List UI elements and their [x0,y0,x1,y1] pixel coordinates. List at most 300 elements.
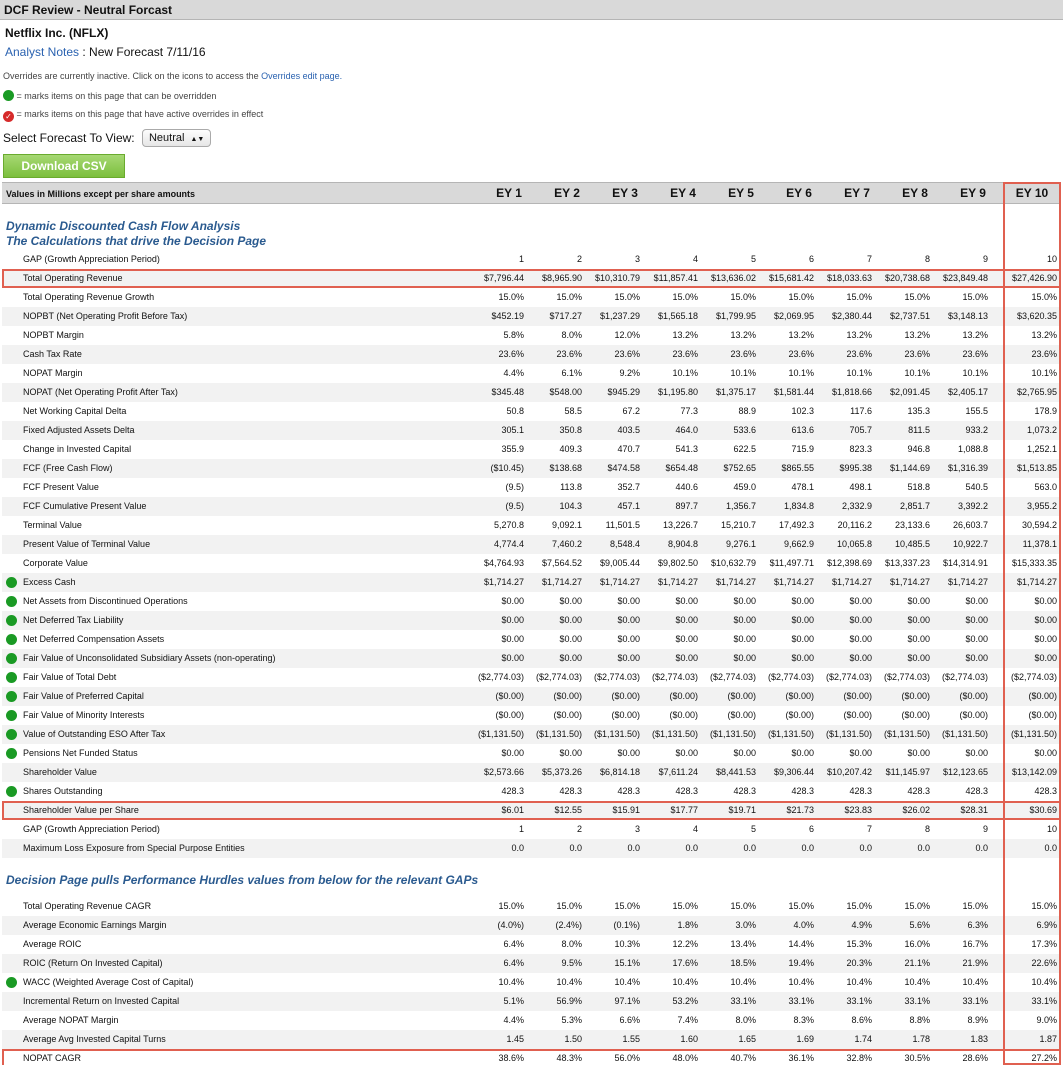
row-value: $1,316.39 [947,463,988,473]
row-value: 0.0 [975,843,988,853]
override-dot-icon[interactable] [6,577,17,588]
row-value: 933.2 [965,425,988,435]
row-value: 5.8% [503,330,524,340]
row-value: 2,851.7 [899,501,930,511]
forecast-select-value: Neutral [148,132,185,144]
row-value: 350.8 [559,425,582,435]
row-value: 178.9 [1034,406,1057,416]
row-value: 9 [982,254,988,264]
row-value: (9.5) [505,482,524,492]
row-value: $23,849.48 [942,273,988,283]
row-label: Net Deferred Compensation Assets [23,634,165,644]
col-header: EY 5 [728,186,754,200]
row-value: 26,603.7 [952,520,988,530]
row-value: 23.6% [556,349,582,359]
table-row [2,269,1061,288]
row-value: 10.4% [788,977,814,987]
row-value: 8.0% [561,330,582,340]
row-value: 7 [866,254,872,264]
row-value: ($2,774.03) [651,672,698,682]
row-value: $1,714.27 [715,577,756,587]
company-name: Netflix Inc. (NFLX) [5,26,109,40]
row-value: $548.00 [549,387,582,397]
row-value: 8.6% [851,1015,872,1025]
row-value: $0.00 [1034,615,1057,625]
row-label: NOPAT CAGR [23,1053,82,1063]
row-value: ($2,774.03) [477,672,524,682]
row-value: 428.3 [617,786,640,796]
row-value: $0.00 [791,653,814,663]
row-label: FCF Cumulative Present Value [23,501,147,511]
row-value: 13,226.7 [662,520,698,530]
row-value: 8 [924,824,930,834]
row-value: $0.00 [617,653,640,663]
row-value: $0.00 [617,615,640,625]
row-value: 10.4% [904,977,930,987]
row-value: 23.6% [1031,349,1057,359]
row-value: 1,834.8 [783,501,814,511]
row-value: 1,356.7 [725,501,756,511]
table-row [2,592,1061,611]
row-label: Fixed Adjusted Assets Delta [23,425,135,435]
col-header: EY 6 [786,186,812,200]
row-label: Excess Cash [23,577,76,587]
row-value: $23.83 [844,805,872,815]
col-header: EY 2 [554,186,580,200]
override-dot-icon[interactable] [6,977,17,988]
row-value: $3,620.35 [1016,311,1057,321]
row-value: 7,460.2 [551,539,582,549]
row-label: Average NOPAT Margin [23,1015,119,1025]
row-value: $0.00 [791,596,814,606]
table-row [2,440,1061,459]
row-label: Shares Outstanding [23,786,103,796]
row-value: 3,955.2 [1026,501,1057,511]
row-value: 428.3 [501,786,524,796]
row-value: $26.02 [902,805,930,815]
row-value: $1,375.17 [715,387,756,397]
row-value: 0.0 [627,843,640,853]
row-value: $13,337.23 [884,558,930,568]
row-value: $0.00 [965,653,988,663]
row-value: 21.1% [904,958,930,968]
row-value: 17.3% [1031,939,1057,949]
row-label: FCF Present Value [23,482,99,492]
analyst-notes-link[interactable]: Analyst Notes [5,45,80,59]
row-value: ($2,774.03) [941,672,988,682]
row-value: 23.6% [962,349,988,359]
row-value: ($2,774.03) [535,672,582,682]
row-value: 352.7 [617,482,640,492]
row-value: $17.77 [670,805,698,815]
row-value: 613.6 [791,425,814,435]
row-value: 464.0 [675,425,698,435]
row-label: Cash Tax Rate [23,349,82,359]
row-value: ($1,131.50) [477,729,524,739]
row-value: $1,237.29 [599,311,640,321]
row-value: $0.00 [907,615,930,625]
row-value: 17.6% [672,958,698,968]
row-value: 15.0% [730,901,756,911]
row-label: Pensions Net Funded Status [23,748,138,758]
row-value: 440.6 [675,482,698,492]
row-value: $0.00 [907,653,930,663]
row-value: 1 [518,254,524,264]
row-value: 498.1 [849,482,872,492]
row-value: 3 [634,824,640,834]
row-value: 897.7 [675,501,698,511]
row-value: ($0.00) [1028,710,1057,720]
override-dot-icon[interactable] [6,748,17,759]
row-value: 33.1% [730,996,756,1006]
row-value: 13.2% [962,330,988,340]
row-value: $2,573.66 [483,767,524,777]
override-dot-icon[interactable] [6,691,17,702]
row-value: $138.68 [549,463,582,473]
table-row [2,687,1061,706]
dcf-rows [2,250,1061,858]
row-value: 56.0% [614,1053,640,1063]
table-row [2,1011,1061,1030]
legend-red-text: = marks items on this page that have active overrides in effect [16,109,264,119]
row-value: 4.0% [793,920,814,930]
table-row [2,763,1061,782]
row-value: ($2,774.03) [1010,672,1057,682]
row-value: 2 [576,824,582,834]
row-value: $12.55 [554,805,582,815]
row-value: 8.3% [793,1015,814,1025]
row-value: 409.3 [559,444,582,454]
row-value: $0.00 [501,615,524,625]
row-value: 113.8 [560,482,582,492]
table-row [2,364,1061,383]
row-value: 3.0% [735,920,756,930]
row-value: 15.0% [1031,901,1057,911]
row-value: $9,306.44 [773,767,814,777]
row-label: NOPBT Margin [23,330,84,340]
row-value: 4 [692,824,698,834]
row-label: Net Deferred Tax Liability [23,615,124,625]
row-value: 811.5 [908,425,930,435]
row-value: 428.3 [849,786,872,796]
row-value: 15.0% [788,292,814,302]
row-value: ($0.00) [495,710,524,720]
row-value: ($0.00) [553,691,582,701]
row-value: $0.00 [733,596,756,606]
row-label: Net Assets from Discontinued Operations [23,596,188,606]
row-value: 428.3 [1034,786,1057,796]
table-row [2,706,1061,725]
row-value: 13.2% [846,330,872,340]
row-value: $8,441.53 [715,767,756,777]
row-value: 10 [1046,824,1057,834]
row-label: WACC (Weighted Average Cost of Capital) [23,977,194,987]
row-value: 9.5% [561,958,582,968]
select-label: Select Forecast To View: [3,131,135,145]
table-row [2,345,1061,364]
row-value: 13.2% [788,330,814,340]
table-row [2,554,1061,573]
row-value: 10.4% [614,977,640,987]
row-value: 135.3 [907,406,930,416]
row-value: $0.00 [907,634,930,644]
table-row [2,535,1061,554]
row-value: $0.00 [501,653,524,663]
row-value: $865.55 [781,463,814,473]
row-value: 0.0 [917,843,930,853]
row-value: 48.0% [672,1053,698,1063]
table-row [2,973,1061,992]
override-dot-icon[interactable] [6,672,17,683]
row-value: 97.1% [614,996,640,1006]
row-value: 1.65 [738,1034,756,1044]
row-value: 13.2% [730,330,756,340]
row-label: Present Value of Terminal Value [23,539,151,549]
row-value: 15.0% [556,901,582,911]
legend-green [3,90,216,101]
row-value: 6.4% [503,958,524,968]
row-value: 4.4% [503,1015,524,1025]
row-value: $0.00 [791,748,814,758]
row-value: 28.6% [962,1053,988,1063]
row-value: 0.0 [569,843,582,853]
legend-red [3,109,263,122]
row-value: 14.4% [788,939,814,949]
row-value: $0.00 [791,615,814,625]
row-value: 10.4% [556,977,582,987]
row-value: 155.5 [965,406,988,416]
row-value: 33.1% [1031,996,1057,1006]
row-value: 67.2 [622,406,640,416]
row-value: 0.0 [743,843,756,853]
table-row [2,478,1061,497]
col-header: EY 8 [902,186,928,200]
dcf-table [2,182,1061,1065]
row-value: $474.58 [607,463,640,473]
row-value: $0.00 [907,596,930,606]
row-label: GAP (Growth Appreciation Period) [23,254,160,264]
row-value: 10,485.5 [894,539,930,549]
row-value: 40.7% [730,1053,756,1063]
row-value: ($0.00) [669,710,698,720]
row-value: $0.00 [559,615,582,625]
override-dot-icon[interactable] [6,710,17,721]
row-value: $1,714.27 [889,577,930,587]
row-label: Fair Value of Preferred Capital [23,691,144,701]
override-dot-icon[interactable] [6,729,17,740]
table-row [2,668,1061,687]
row-value: 715.9 [791,444,814,454]
analyst-notes-value: : New Forecast 7/11/16 [79,45,206,59]
row-value: $19.71 [728,805,756,815]
row-value: 10.4% [962,977,988,987]
row-label: NOPAT (Net Operating Profit After Tax) [23,387,178,397]
row-value: ($0.00) [1028,691,1057,701]
row-value: 428.3 [675,786,698,796]
row-value: $7,611.24 [658,767,698,777]
row-value: 428.3 [559,786,582,796]
row-value: $4,764.93 [483,558,524,568]
row-label: Shareholder Value per Share [23,805,139,815]
row-value: 10.4% [846,977,872,987]
row-value: $0.00 [733,615,756,625]
row-value: $0.00 [907,748,930,758]
row-value: 16.0% [904,939,930,949]
row-value: 20.3% [846,958,872,968]
row-value: 15.0% [672,292,698,302]
row-value: 23.6% [672,349,698,359]
row-value: $0.00 [675,634,698,644]
row-value: 3 [634,254,640,264]
override-dot-icon[interactable] [6,615,17,626]
row-value: 8.0% [561,939,582,949]
row-value: 457.1 [617,501,640,511]
row-value: $0.00 [675,596,698,606]
table-row [2,307,1061,326]
row-value: 30,594.2 [1021,520,1057,530]
row-value: ($2,774.03) [883,672,930,682]
row-value: 13.2% [672,330,698,340]
row-value: 102.3 [791,406,814,416]
row-value: 15.0% [498,292,524,302]
row-value: 21.9% [962,958,988,968]
row-value: 1.87 [1039,1034,1057,1044]
row-value: $654.48 [665,463,698,473]
row-label: Maximum Loss Exposure from Special Purpose Entities [23,843,245,853]
row-value: 1.8% [677,920,698,930]
row-value: 38.6% [498,1053,524,1063]
table-row [2,611,1061,630]
override-dot-icon[interactable] [6,596,17,607]
row-value: $0.00 [501,748,524,758]
row-value: 6.4% [503,939,524,949]
row-label: Terminal Value [23,520,82,530]
row-value: $11,145.97 [885,767,930,777]
section-title: Dynamic Discounted Cash Flow Analysis [6,219,241,233]
row-value: 10,922.7 [952,539,988,549]
row-value: 10.1% [904,368,930,378]
row-value: 1.55 [622,1034,640,1044]
row-value: 4.4% [503,368,524,378]
row-label: Fair Value of Minority Interests [23,710,145,720]
row-value: 20,116.2 [837,520,872,530]
row-value: 18.5% [730,958,756,968]
row-value: $345.48 [491,387,524,397]
row-value: 1.50 [564,1034,582,1044]
row-value: $1,799.95 [715,311,756,321]
row-value: $10,310.79 [594,273,640,283]
row-value: ($1,131.50) [767,729,814,739]
row-value: ($0.00) [611,710,640,720]
section-subtitle: The Calculations that drive the Decision Page [6,234,267,248]
section-dcf-title [2,204,1061,248]
row-label: Shareholder Value [23,767,97,777]
row-value: 428.3 [733,786,756,796]
row-value: 9.2% [619,368,640,378]
row-label: Fair Value of Unconsolidated Subsidiary Assets (non-operating) [23,653,276,663]
row-value: 10.1% [962,368,988,378]
override-dot-icon[interactable] [6,786,17,797]
row-value: (4.0%) [497,920,524,930]
row-value: 23.6% [730,349,756,359]
download-csv-button[interactable]: Download CSV [3,154,125,178]
row-label: FCF (Free Cash Flow) [23,463,113,473]
row-label: Incremental Return on Invested Capital [23,996,180,1006]
row-label: Corporate Value [23,558,88,568]
row-value: 58.5 [564,406,582,416]
row-value: 5.6% [909,920,930,930]
row-value: 1.74 [854,1034,872,1044]
row-value: $1,714.27 [541,577,582,587]
row-value: 27.2% [1031,1053,1057,1063]
row-value: 48.3% [556,1053,582,1063]
row-value: 10.4% [1031,977,1057,987]
row-value: $7,564.52 [541,558,582,568]
col-header: EY 4 [670,186,696,200]
row-value: $0.00 [1034,653,1057,663]
row-value: $2,091.45 [889,387,930,397]
row-value: $1,565.18 [657,311,698,321]
row-value: 12.0% [614,330,640,340]
row-value: ($0.00) [901,691,930,701]
row-value: $0.00 [617,634,640,644]
row-value: $10,207.42 [826,767,872,777]
analyst-notes [5,45,206,59]
row-value: 1,252.1 [1026,444,1057,454]
row-value: 1.60 [680,1034,698,1044]
row-value: ($1,131.50) [709,729,756,739]
override-dot-icon[interactable] [6,634,17,645]
row-value: 50.8 [506,406,524,416]
row-value: 1,088.8 [957,444,988,454]
forecast-select[interactable] [142,129,211,147]
row-value: $0.00 [965,596,988,606]
row-value: ($0.00) [843,691,872,701]
row-label: Total Operating Revenue Growth [23,292,155,302]
row-value: 705.7 [849,425,872,435]
row-value: 6.3% [967,920,988,930]
row-value: $15,333.35 [1011,558,1057,568]
row-label: Average Economic Earnings Margin [23,920,167,930]
row-value: 0.0 [1044,843,1057,853]
row-value: $0.00 [791,634,814,644]
row-value: ($0.00) [669,691,698,701]
row-value: $3,148.13 [947,311,988,321]
row-value: ($0.00) [785,691,814,701]
table-row [2,516,1061,535]
row-value: $1,714.27 [657,577,698,587]
row-value: $15.91 [612,805,640,815]
row-value: $2,069.95 [773,311,814,321]
row-value: $13,142.09 [1011,767,1057,777]
row-value: 10.1% [846,368,872,378]
green-dot-icon [3,90,14,101]
overrides-edit-link[interactable]: Overrides edit page. [261,71,343,81]
row-value: 15.0% [846,292,872,302]
row-value: $1,195.80 [657,387,698,397]
row-value: $0.00 [733,748,756,758]
row-value: 355.9 [501,444,524,454]
row-value: 5,270.8 [493,520,524,530]
row-value: 10.1% [1031,368,1057,378]
row-value: $11,497.71 [769,558,814,568]
row-value: $0.00 [559,653,582,663]
table-row [2,954,1061,973]
window-title: DCF Review - Neutral Forcast [0,0,1063,20]
table-row [2,897,1061,916]
override-dot-icon[interactable] [6,653,17,664]
row-value: $0.00 [849,634,872,644]
